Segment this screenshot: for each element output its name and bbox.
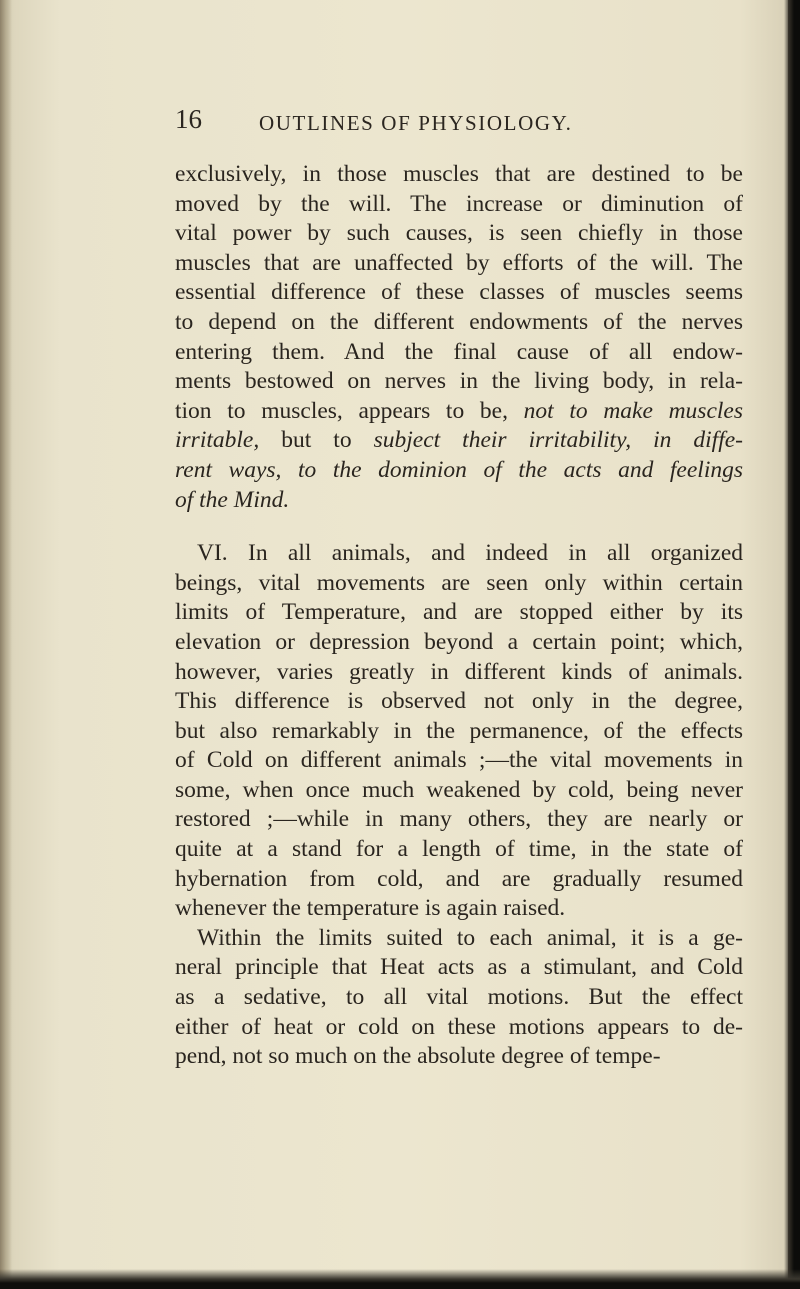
text-line: [175, 367, 743, 397]
text-run: essential difference of these classes of muscles seems: [175, 279, 743, 306]
text-run: muscles that are unaffected by efforts of the will. The: [175, 249, 743, 276]
text-line: [175, 658, 743, 688]
text-line: [175, 983, 743, 1013]
page-bottom-edge-shadow: [0, 1269, 800, 1289]
text-run: VI. In all animals, and indeed in all organized: [197, 540, 743, 567]
text-run: entering them. And the final cause of all endow-: [175, 338, 743, 365]
italic-text: of the Mind.: [175, 486, 290, 513]
text-run: ments bestowed on nerves in the living body, in rela-: [175, 368, 743, 395]
text-line: [175, 219, 743, 249]
text-run: vital power by such causes, is seen chiefly in those: [175, 220, 743, 247]
text-line: [175, 397, 743, 427]
paragraph-gap: [175, 515, 743, 539]
text-line: [175, 486, 743, 516]
italic-text: subject their irritability, in diffe-: [373, 427, 743, 454]
text-line: [175, 308, 743, 338]
text-line: [175, 776, 743, 806]
text-line: [175, 190, 743, 220]
text-run: neral principle that Heat acts as a stimulant, and Cold: [175, 954, 743, 981]
page-right-edge-shadow: [788, 0, 800, 1289]
italic-text: not to make muscles: [523, 397, 743, 424]
text-run: whenever the temperature is again raised.: [175, 895, 566, 922]
text-line: [175, 894, 743, 924]
text-line: [175, 598, 743, 628]
text-run: however, varies greatly in different kinds of animals.: [175, 658, 743, 685]
text-line: [175, 160, 743, 190]
italic-text: rent ways, to the dominion of the acts and feelings: [175, 456, 743, 483]
text-line: [175, 426, 743, 456]
text-run: elevation or depression beyond a certain point; which,: [175, 628, 743, 655]
text-run: exclusively, in those muscles that are destined to be: [175, 161, 743, 187]
text-line: [175, 1013, 743, 1043]
text-run: tion to muscles, appears to be,: [175, 397, 524, 424]
text-run: This difference is observed not only in the degree,: [175, 688, 743, 715]
italic-text: irritable,: [175, 427, 260, 454]
text-run: either of heat or cold on these motions appears to de-: [175, 1013, 743, 1040]
text-run: but to: [259, 427, 374, 454]
text-line: [175, 746, 743, 776]
body-text: [175, 160, 743, 1072]
text-line: [175, 539, 743, 569]
text-line: [175, 835, 743, 865]
text-line: [175, 805, 743, 835]
page-header: [0, 104, 800, 144]
text-run: Within the limits suited to each animal, it is a ge-: [197, 924, 743, 951]
paragraph: [175, 539, 743, 924]
text-run: as a sedative, to all vital motions. But the effect: [175, 984, 743, 1011]
text-run: moved by the will. The increase or diminution of: [175, 190, 743, 217]
text-line: [175, 1042, 743, 1072]
page-left-edge-shadow: [0, 0, 12, 1289]
text-run: pend, not so much on the absolute degree of tempe-: [175, 1043, 661, 1070]
text-run: quite at a stand for a length of time, in the state of: [175, 836, 743, 863]
text-line: [175, 249, 743, 279]
text-run: beings, vital movements are seen only within certain: [175, 569, 743, 596]
text-line: [175, 953, 743, 983]
text-line: [175, 865, 743, 895]
text-line: [175, 278, 743, 308]
paragraph: [175, 924, 743, 1072]
text-run: but also remarkably in the permanence, of the effects: [175, 717, 743, 744]
text-line: [175, 338, 743, 368]
text-line: [175, 628, 743, 658]
running-head: OUTLINES OF PHYSIOLOGY.: [259, 111, 573, 135]
text-line: [175, 569, 743, 599]
text-line: [175, 456, 743, 486]
paragraph: [175, 160, 743, 515]
text-run: limits of Temperature, and are stopped either by its: [175, 599, 743, 626]
text-run: some, when once much weakened by cold, being never: [175, 776, 743, 803]
text-line: [175, 687, 743, 717]
text-line: [175, 924, 743, 954]
text-run: of Cold on different animals ;—the vital movements in: [175, 747, 743, 774]
text-line: [175, 717, 743, 747]
text-run: restored ;—while in many others, they are nearly or: [175, 806, 743, 833]
text-run: hybernation from cold, and are gradually resumed: [175, 865, 743, 892]
text-run: to depend on the different endowments of the nerves: [175, 308, 743, 335]
page-number: 16: [175, 104, 202, 134]
